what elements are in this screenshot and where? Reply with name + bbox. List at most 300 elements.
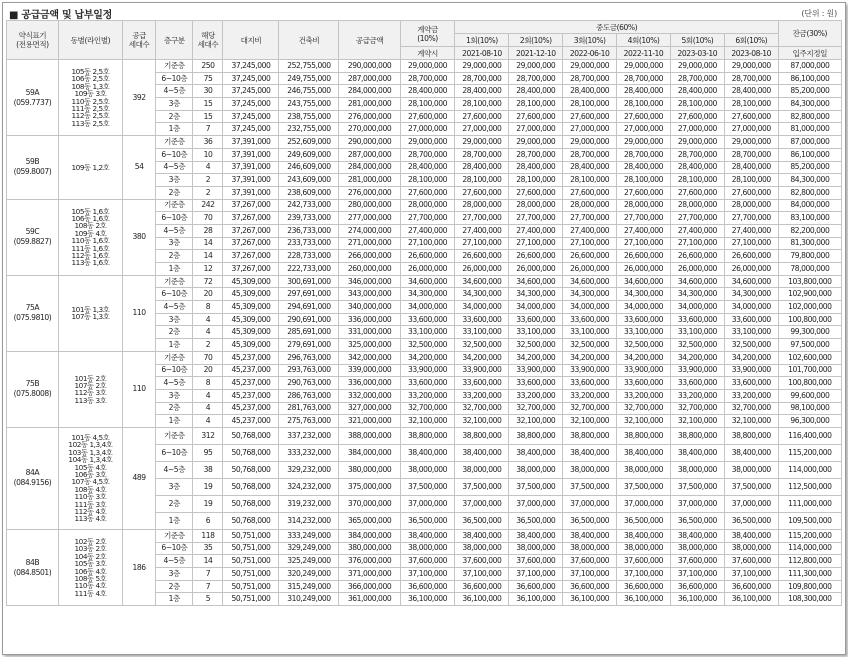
amount-cell: 293,763,000: [279, 364, 339, 377]
amount-cell: 45,309,000: [223, 313, 279, 326]
amount-cell: 26,600,000: [455, 250, 509, 263]
header-installment: 2회(10%): [509, 34, 563, 47]
amount-cell: 33,200,000: [670, 389, 724, 402]
type-cell: 75A (075.9810): [7, 275, 59, 351]
floor-cell: 3층: [156, 568, 193, 581]
floor-cell: 기준층: [156, 275, 193, 288]
amount-cell: 26,000,000: [455, 263, 509, 276]
amount-cell: 38,000,000: [509, 461, 563, 478]
amount-cell: 38,000,000: [617, 542, 671, 555]
amount-cell: 32,100,000: [617, 415, 671, 428]
units-cell: 118: [193, 529, 223, 542]
amount-cell: 79,800,000: [778, 250, 841, 263]
amount-cell: 29,000,000: [724, 136, 778, 149]
amount-cell: 266,000,000: [339, 250, 400, 263]
amount-cell: 37,000,000: [400, 495, 455, 512]
amount-cell: 34,300,000: [670, 288, 724, 301]
amount-cell: 37,600,000: [400, 555, 455, 568]
floor-cell: 3층: [156, 478, 193, 495]
amount-cell: 29,000,000: [724, 60, 778, 73]
amount-cell: 37,600,000: [509, 555, 563, 568]
units-cell: 15: [193, 98, 223, 111]
floor-cell: 1층: [156, 512, 193, 529]
amount-cell: 284,000,000: [339, 161, 400, 174]
header-installment: 3회(10%): [563, 34, 617, 47]
units-cell: 4: [193, 161, 223, 174]
amount-cell: 115,200,000: [778, 529, 841, 542]
building-cell: 101동 2호 107동 2호 112동 3호 113동 3호: [58, 351, 122, 427]
amount-cell: 27,700,000: [509, 212, 563, 225]
amount-cell: 376,000,000: [339, 555, 400, 568]
amount-cell: 27,100,000: [563, 237, 617, 250]
amount-cell: 33,600,000: [724, 313, 778, 326]
floor-cell: 4~5층: [156, 85, 193, 98]
amount-cell: 97,500,000: [778, 339, 841, 352]
amount-cell: 114,000,000: [778, 542, 841, 555]
amount-cell: 50,751,000: [223, 555, 279, 568]
floor-cell: 2층: [156, 326, 193, 339]
table-row: [7, 275, 842, 288]
amount-cell: 33,100,000: [724, 326, 778, 339]
amount-cell: 37,245,000: [223, 110, 279, 123]
amount-cell: 33,200,000: [617, 389, 671, 402]
amount-cell: 34,600,000: [509, 275, 563, 288]
amount-cell: 324,232,000: [279, 478, 339, 495]
amount-cell: 28,000,000: [724, 199, 778, 212]
amount-cell: 290,691,000: [279, 313, 339, 326]
amount-cell: 285,691,000: [279, 326, 339, 339]
amount-cell: 33,900,000: [617, 364, 671, 377]
amount-cell: 337,232,000: [279, 427, 339, 444]
supply-units-cell: 380: [123, 199, 156, 275]
amount-cell: 37,000,000: [670, 495, 724, 512]
amount-cell: 37,000,000: [455, 495, 509, 512]
table-row: [7, 351, 842, 364]
amount-cell: 32,700,000: [617, 402, 671, 415]
floor-cell: 6~10층: [156, 148, 193, 161]
header-installment: 4회(10%): [617, 34, 671, 47]
amount-cell: 100,800,000: [778, 313, 841, 326]
amount-cell: 27,400,000: [455, 224, 509, 237]
amount-cell: 33,900,000: [563, 364, 617, 377]
amount-cell: 37,267,000: [223, 224, 279, 237]
units-cell: 30: [193, 85, 223, 98]
header-construction: 건축비: [279, 21, 339, 60]
amount-cell: 29,000,000: [400, 136, 455, 149]
amount-cell: 34,600,000: [400, 275, 455, 288]
amount-cell: 26,000,000: [400, 263, 455, 276]
amount-cell: 232,755,000: [279, 123, 339, 136]
amount-cell: 37,391,000: [223, 174, 279, 187]
amount-cell: 111,300,000: [778, 568, 841, 581]
amount-cell: 27,000,000: [670, 123, 724, 136]
amount-cell: 28,100,000: [509, 174, 563, 187]
amount-cell: 29,000,000: [670, 60, 724, 73]
amount-cell: 50,751,000: [223, 593, 279, 606]
floor-cell: 4~5층: [156, 224, 193, 237]
amount-cell: 38,400,000: [509, 529, 563, 542]
amount-cell: 32,700,000: [509, 402, 563, 415]
amount-cell: 109,500,000: [778, 512, 841, 529]
floor-cell: 4~5층: [156, 301, 193, 314]
amount-cell: 26,600,000: [563, 250, 617, 263]
floor-cell: 기준층: [156, 427, 193, 444]
header-due-date: 2021-12-10: [509, 47, 563, 60]
amount-cell: 84,300,000: [778, 174, 841, 187]
supply-units-cell: 489: [123, 427, 156, 529]
amount-cell: 28,400,000: [670, 161, 724, 174]
amount-cell: 37,100,000: [455, 568, 509, 581]
building-cell: 105동 1,6호 106동 1,6호 108동 2호 109동 4호 110동 1,6호 111동 1,6호 112동 1,6호 113동 1,6호: [58, 199, 122, 275]
amount-cell: 100,800,000: [778, 377, 841, 390]
amount-cell: 228,733,000: [279, 250, 339, 263]
amount-cell: 274,000,000: [339, 224, 400, 237]
amount-cell: 36,500,000: [509, 512, 563, 529]
amount-cell: 38,400,000: [670, 444, 724, 461]
units-cell: 7: [193, 580, 223, 593]
amount-cell: 33,200,000: [563, 389, 617, 402]
amount-cell: 34,000,000: [617, 301, 671, 314]
amount-cell: 28,700,000: [670, 148, 724, 161]
amount-cell: 27,400,000: [509, 224, 563, 237]
amount-cell: 29,000,000: [400, 60, 455, 73]
header-contract: 계약금 (10%): [400, 21, 455, 47]
amount-cell: 333,249,000: [279, 529, 339, 542]
units-cell: 14: [193, 555, 223, 568]
amount-cell: 38,400,000: [670, 529, 724, 542]
amount-cell: 336,000,000: [339, 377, 400, 390]
amount-cell: 38,400,000: [509, 444, 563, 461]
amount-cell: 38,400,000: [400, 444, 455, 461]
amount-cell: 45,309,000: [223, 326, 279, 339]
amount-cell: 37,000,000: [563, 495, 617, 512]
header-building: 동별(라인별): [58, 21, 122, 60]
amount-cell: 27,100,000: [724, 237, 778, 250]
amount-cell: 36,100,000: [724, 593, 778, 606]
amount-cell: 36,500,000: [670, 512, 724, 529]
amount-cell: 34,600,000: [455, 275, 509, 288]
price-table: [6, 20, 842, 606]
amount-cell: 33,200,000: [724, 389, 778, 402]
amount-cell: 28,700,000: [724, 148, 778, 161]
amount-cell: 27,600,000: [724, 110, 778, 123]
amount-cell: 108,300,000: [778, 593, 841, 606]
amount-cell: 32,500,000: [455, 339, 509, 352]
amount-cell: 28,400,000: [509, 161, 563, 174]
amount-cell: 34,600,000: [563, 275, 617, 288]
amount-cell: 28,400,000: [455, 161, 509, 174]
header-balance: 잔금(30%): [778, 21, 841, 47]
floor-cell: 기준층: [156, 199, 193, 212]
type-cell: 59B (059.8007): [7, 136, 59, 199]
amount-cell: 287,000,000: [339, 148, 400, 161]
amount-cell: 361,000,000: [339, 593, 400, 606]
amount-cell: 27,000,000: [563, 123, 617, 136]
units-cell: 70: [193, 351, 223, 364]
amount-cell: 29,000,000: [455, 60, 509, 73]
amount-cell: 96,300,000: [778, 415, 841, 428]
amount-cell: 33,600,000: [724, 377, 778, 390]
building-cell: 101동 4,5호 102동 1,3,4호 103동 1,3,4호 104동 1,3,4호 105동 4호 106동 3호 107동 4,5호 108동 4호 110동 3호 111동 3호 112동 4호 113동 4호: [58, 427, 122, 529]
amount-cell: 33,600,000: [455, 377, 509, 390]
units-cell: 15: [193, 110, 223, 123]
table-header: [7, 21, 842, 60]
amount-cell: 98,100,000: [778, 402, 841, 415]
floor-cell: 기준층: [156, 60, 193, 73]
amount-cell: 342,000,000: [339, 351, 400, 364]
amount-cell: 32,100,000: [563, 415, 617, 428]
units-cell: 250: [193, 60, 223, 73]
amount-cell: 329,249,000: [279, 542, 339, 555]
amount-cell: 26,600,000: [670, 250, 724, 263]
amount-cell: 29,000,000: [670, 136, 724, 149]
amount-cell: 260,000,000: [339, 263, 400, 276]
amount-cell: 27,400,000: [670, 224, 724, 237]
floor-cell: 6~10층: [156, 444, 193, 461]
amount-cell: 38,400,000: [400, 529, 455, 542]
amount-cell: 50,751,000: [223, 529, 279, 542]
units-cell: 70: [193, 212, 223, 225]
header-due-date: 2023-08-10: [724, 47, 778, 60]
amount-cell: 36,600,000: [670, 580, 724, 593]
amount-cell: 297,691,000: [279, 288, 339, 301]
amount-cell: 343,000,000: [339, 288, 400, 301]
supply-units-cell: 110: [123, 275, 156, 351]
units-cell: 20: [193, 364, 223, 377]
amount-cell: 27,000,000: [455, 123, 509, 136]
floor-cell: 3층: [156, 313, 193, 326]
supply-units-cell: 110: [123, 351, 156, 427]
amount-cell: 28,000,000: [455, 199, 509, 212]
amount-cell: 37,267,000: [223, 212, 279, 225]
amount-cell: 28,000,000: [563, 199, 617, 212]
amount-cell: 38,000,000: [455, 542, 509, 555]
amount-cell: 26,000,000: [563, 263, 617, 276]
amount-cell: 33,200,000: [455, 389, 509, 402]
amount-cell: 37,391,000: [223, 136, 279, 149]
amount-cell: 339,000,000: [339, 364, 400, 377]
amount-cell: 28,000,000: [617, 199, 671, 212]
amount-cell: 38,800,000: [509, 427, 563, 444]
amount-cell: 36,100,000: [670, 593, 724, 606]
amount-cell: 32,700,000: [563, 402, 617, 415]
table-row: [7, 427, 842, 444]
amount-cell: 34,300,000: [563, 288, 617, 301]
amount-cell: 34,600,000: [617, 275, 671, 288]
amount-cell: 28,100,000: [455, 98, 509, 111]
amount-cell: 26,000,000: [724, 263, 778, 276]
amount-cell: 252,755,000: [279, 60, 339, 73]
amount-cell: 26,600,000: [617, 250, 671, 263]
amount-cell: 37,500,000: [509, 478, 563, 495]
amount-cell: 37,500,000: [400, 478, 455, 495]
amount-cell: 27,400,000: [400, 224, 455, 237]
amount-cell: 28,700,000: [455, 148, 509, 161]
amount-cell: 27,600,000: [563, 110, 617, 123]
amount-cell: 102,900,000: [778, 288, 841, 301]
amount-cell: 28,400,000: [400, 161, 455, 174]
units-cell: 35: [193, 542, 223, 555]
amount-cell: 246,755,000: [279, 85, 339, 98]
document-title: ■ 공급금액 및 납부일정: [9, 10, 112, 21]
amount-cell: 33,600,000: [670, 313, 724, 326]
amount-cell: 32,500,000: [400, 339, 455, 352]
amount-cell: 38,800,000: [724, 427, 778, 444]
amount-cell: 36,600,000: [509, 580, 563, 593]
amount-cell: 249,609,000: [279, 148, 339, 161]
amount-cell: 36,100,000: [400, 593, 455, 606]
units-cell: 4: [193, 313, 223, 326]
amount-cell: 294,691,000: [279, 301, 339, 314]
amount-cell: 236,733,000: [279, 224, 339, 237]
amount-cell: 27,600,000: [455, 186, 509, 199]
amount-cell: 33,600,000: [617, 313, 671, 326]
amount-cell: 38,000,000: [563, 542, 617, 555]
amount-cell: 37,245,000: [223, 85, 279, 98]
floor-cell: 2층: [156, 402, 193, 415]
header-installment: 6회(10%): [724, 34, 778, 47]
amount-cell: 29,000,000: [455, 136, 509, 149]
floor-cell: 6~10층: [156, 542, 193, 555]
amount-cell: 37,267,000: [223, 237, 279, 250]
amount-cell: 28,400,000: [455, 85, 509, 98]
amount-cell: 27,700,000: [400, 212, 455, 225]
amount-cell: 331,000,000: [339, 326, 400, 339]
amount-cell: 99,300,000: [778, 326, 841, 339]
amount-cell: 238,609,000: [279, 186, 339, 199]
amount-cell: 114,000,000: [778, 461, 841, 478]
amount-cell: 37,500,000: [670, 478, 724, 495]
amount-cell: 34,000,000: [670, 301, 724, 314]
floor-cell: 2층: [156, 495, 193, 512]
floor-cell: 6~10층: [156, 288, 193, 301]
amount-cell: 85,200,000: [778, 85, 841, 98]
amount-cell: 28,100,000: [617, 174, 671, 187]
header-supply-units: 공급 세대수: [123, 21, 156, 60]
amount-cell: 36,500,000: [617, 512, 671, 529]
units-cell: 4: [193, 326, 223, 339]
units-cell: 36: [193, 136, 223, 149]
amount-cell: 32,700,000: [400, 402, 455, 415]
amount-cell: 27,600,000: [617, 110, 671, 123]
amount-cell: 36,500,000: [455, 512, 509, 529]
amount-cell: 384,000,000: [339, 529, 400, 542]
amount-cell: 78,000,000: [778, 263, 841, 276]
amount-cell: 36,100,000: [509, 593, 563, 606]
amount-cell: 27,100,000: [509, 237, 563, 250]
amount-cell: 34,300,000: [617, 288, 671, 301]
amount-cell: 50,768,000: [223, 444, 279, 461]
supply-units-cell: 54: [123, 136, 156, 199]
amount-cell: 36,600,000: [400, 580, 455, 593]
building-cell: 101동 1,3호 107동 1,3호: [58, 275, 122, 351]
amount-cell: 32,700,000: [455, 402, 509, 415]
amount-cell: 329,232,000: [279, 461, 339, 478]
amount-cell: 33,600,000: [670, 377, 724, 390]
amount-cell: 26,000,000: [670, 263, 724, 276]
amount-cell: 28,100,000: [400, 174, 455, 187]
amount-cell: 287,000,000: [339, 72, 400, 85]
amount-cell: 38,000,000: [563, 461, 617, 478]
supply-units-cell: 186: [123, 529, 156, 605]
amount-cell: 29,000,000: [563, 60, 617, 73]
header-floor: 층구분: [156, 21, 193, 60]
amount-cell: 37,245,000: [223, 72, 279, 85]
amount-cell: 32,100,000: [400, 415, 455, 428]
amount-cell: 38,000,000: [455, 461, 509, 478]
amount-cell: 300,691,000: [279, 275, 339, 288]
amount-cell: 45,237,000: [223, 402, 279, 415]
amount-cell: 34,000,000: [400, 301, 455, 314]
amount-cell: 38,400,000: [455, 529, 509, 542]
amount-cell: 380,000,000: [339, 542, 400, 555]
amount-cell: 28,700,000: [400, 72, 455, 85]
amount-cell: 38,800,000: [563, 427, 617, 444]
amount-cell: 50,768,000: [223, 512, 279, 529]
amount-cell: 38,800,000: [455, 427, 509, 444]
amount-cell: 34,200,000: [617, 351, 671, 364]
units-cell: 75: [193, 72, 223, 85]
amount-cell: 34,000,000: [509, 301, 563, 314]
amount-cell: 50,768,000: [223, 427, 279, 444]
amount-cell: 33,200,000: [400, 389, 455, 402]
amount-cell: 238,755,000: [279, 110, 339, 123]
amount-cell: 27,000,000: [400, 123, 455, 136]
floor-cell: 4~5층: [156, 161, 193, 174]
amount-cell: 38,400,000: [617, 444, 671, 461]
amount-cell: 28,400,000: [509, 85, 563, 98]
amount-cell: 375,000,000: [339, 478, 400, 495]
units-cell: 19: [193, 478, 223, 495]
amount-cell: 371,000,000: [339, 568, 400, 581]
amount-cell: 36,600,000: [724, 580, 778, 593]
units-cell: 12: [193, 263, 223, 276]
amount-cell: 38,400,000: [617, 529, 671, 542]
amount-cell: 222,733,000: [279, 263, 339, 276]
amount-cell: 33,100,000: [617, 326, 671, 339]
amount-cell: 27,600,000: [724, 186, 778, 199]
supply-units-cell: 392: [123, 60, 156, 136]
amount-cell: 38,400,000: [724, 529, 778, 542]
amount-cell: 27,100,000: [670, 237, 724, 250]
amount-cell: 26,600,000: [509, 250, 563, 263]
amount-cell: 249,755,000: [279, 72, 339, 85]
amount-cell: 28,700,000: [455, 72, 509, 85]
amount-cell: 28,400,000: [563, 85, 617, 98]
amount-cell: 27,400,000: [617, 224, 671, 237]
amount-cell: 37,500,000: [724, 478, 778, 495]
floor-cell: 기준층: [156, 529, 193, 542]
amount-cell: 33,900,000: [509, 364, 563, 377]
amount-cell: 29,000,000: [509, 60, 563, 73]
amount-cell: 28,100,000: [400, 98, 455, 111]
floor-cell: 2층: [156, 186, 193, 199]
floor-cell: 4~5층: [156, 461, 193, 478]
units-cell: 72: [193, 275, 223, 288]
amount-cell: 37,100,000: [724, 568, 778, 581]
floor-cell: 6~10층: [156, 212, 193, 225]
amount-cell: 286,763,000: [279, 389, 339, 402]
floor-cell: 2층: [156, 250, 193, 263]
amount-cell: 34,200,000: [455, 351, 509, 364]
floor-cell: 3층: [156, 389, 193, 402]
floor-cell: 3층: [156, 174, 193, 187]
amount-cell: 37,391,000: [223, 186, 279, 199]
amount-cell: 37,000,000: [509, 495, 563, 512]
amount-cell: 116,400,000: [778, 427, 841, 444]
amount-cell: 50,751,000: [223, 580, 279, 593]
amount-cell: 28,700,000: [670, 72, 724, 85]
